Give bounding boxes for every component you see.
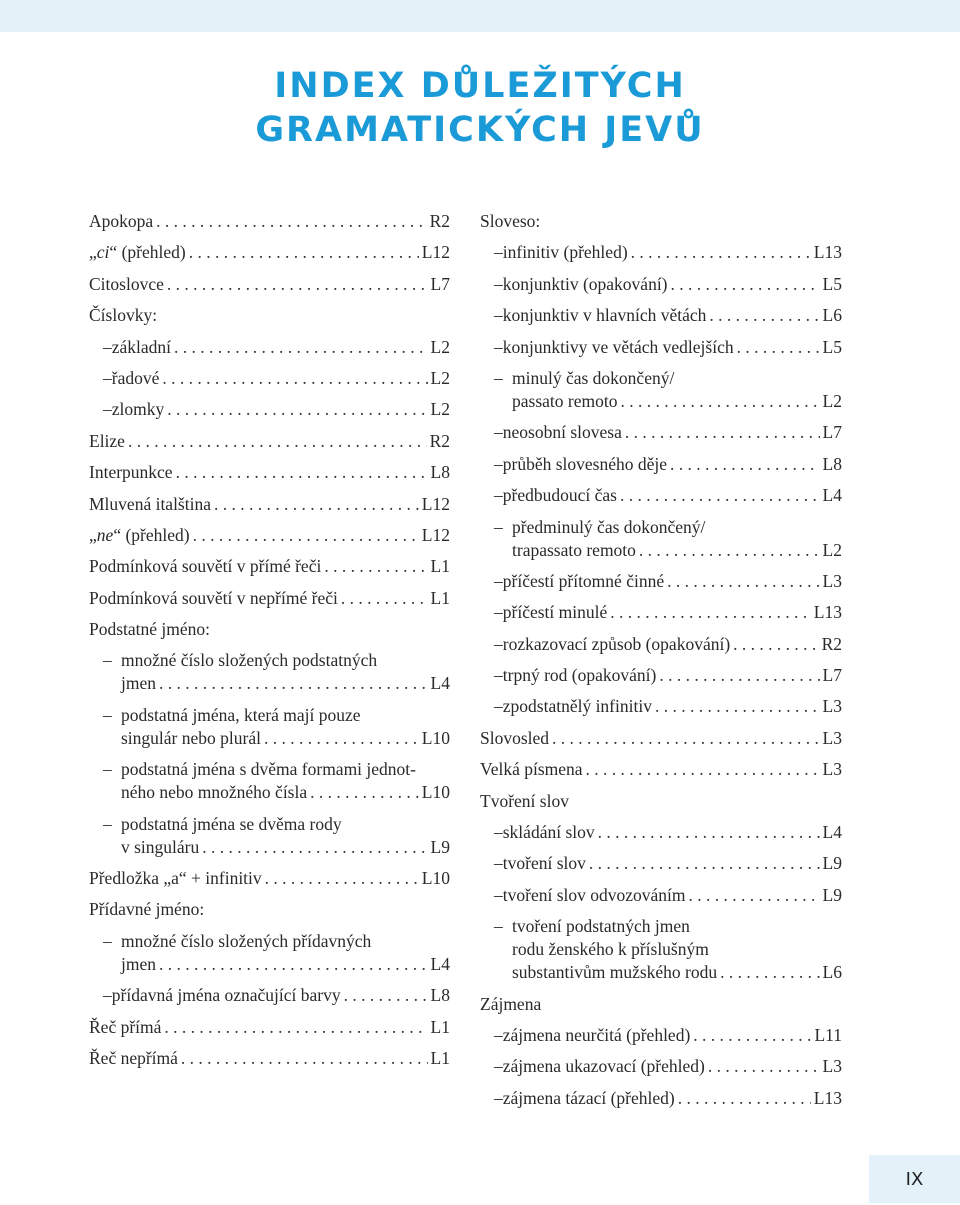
heading-label: Sloveso: [480, 211, 541, 231]
dot-leader [667, 570, 819, 592]
dash-marker: – [103, 650, 112, 671]
index-column-right [480, 209, 842, 1109]
entry-label: v singuláru [121, 836, 200, 857]
index-subentry [89, 389, 450, 420]
index-subentry [89, 920, 450, 951]
index-subentry [480, 506, 842, 537]
entry-label: rodu ženského k příslušným [512, 939, 709, 960]
lesson-ref: L2 [430, 367, 450, 388]
index-subentry [480, 475, 842, 506]
entry-label: infinitiv (přehled) [502, 242, 628, 263]
index-entry [480, 749, 842, 780]
entry-label: předbudoucí čas [502, 485, 617, 506]
dash-marker: – [103, 759, 112, 780]
entry-label: konjunktiv (opakování) [502, 273, 668, 294]
lesson-ref: L2 [430, 336, 450, 357]
dot-leader [671, 273, 820, 295]
title-line-2: GRAMATICKÝCH JEVŮ [255, 110, 705, 150]
index-subentry [480, 263, 842, 294]
index-subentry [480, 358, 842, 389]
dash-marker: – [494, 665, 503, 686]
entry-label: Citoslovce [89, 273, 164, 294]
dash-marker: – [494, 516, 503, 537]
heading-label: Podstatné jméno: [89, 619, 211, 640]
lesson-ref: L9 [430, 836, 450, 857]
index-subentry [480, 561, 842, 592]
dot-leader [589, 852, 820, 874]
dash-marker: – [494, 453, 503, 474]
entry-label: příčestí přítomné činné [502, 570, 665, 591]
lesson-ref: R2 [429, 211, 450, 231]
index-subentry [480, 326, 842, 357]
dot-leader [659, 664, 819, 686]
entry-label: minulý čas dokončený/ [512, 367, 675, 388]
entry-label: substantivům mužského rodu [512, 962, 718, 983]
index-entry [89, 1006, 450, 1037]
dash-marker: – [494, 633, 503, 654]
entry-label: Elize [89, 430, 125, 451]
dot-leader [625, 421, 820, 443]
lesson-ref: L13 [813, 1087, 842, 1108]
index-subentry [89, 640, 450, 671]
lesson-ref: L3 [822, 1056, 842, 1077]
dot-leader [620, 390, 819, 412]
dot-leader [693, 1024, 811, 1046]
title-line-1: INDEX DŮLEŽITÝCH [274, 66, 686, 106]
dash-marker: – [494, 602, 503, 623]
lesson-ref: L3 [822, 727, 842, 748]
index-entry [89, 858, 450, 889]
entry-label: „ci“ (přehled) [89, 242, 186, 263]
dot-leader [344, 984, 428, 1006]
dash-marker: – [494, 884, 503, 905]
index-subentry [89, 803, 450, 834]
index-subentry [480, 686, 842, 717]
entry-label: skládání slov [502, 822, 595, 843]
dot-leader [164, 1016, 427, 1038]
entry-label: zpodstatnělý infinitiv [502, 696, 652, 717]
dash-marker: – [494, 853, 503, 874]
lesson-ref: L6 [822, 962, 842, 983]
lesson-ref: L3 [822, 696, 842, 717]
dash-marker: – [494, 1024, 503, 1045]
index-subentry-continuation [89, 780, 450, 803]
dot-leader [176, 461, 428, 483]
index-subentry [480, 623, 842, 654]
dot-leader [670, 453, 820, 475]
lesson-ref: L8 [430, 462, 450, 483]
index-subentry [89, 749, 450, 780]
heading-label: Přídavné jméno: [89, 899, 205, 920]
index-subentry-continuation [89, 726, 450, 749]
dot-leader [709, 304, 819, 326]
entry-label: Řeč přímá [89, 1016, 162, 1037]
dot-leader [341, 587, 428, 609]
dot-leader [631, 241, 811, 263]
index-subentry [89, 326, 450, 357]
lesson-ref: L4 [822, 485, 842, 506]
dash-marker: – [494, 336, 503, 357]
entry-label: neosobní slovesa [502, 422, 622, 443]
index-subentry [480, 412, 842, 443]
lesson-ref: L7 [822, 422, 842, 443]
dash-marker: – [103, 985, 112, 1006]
dot-leader [202, 836, 427, 858]
index-subentry [480, 812, 842, 843]
dot-leader [193, 524, 419, 546]
lesson-ref: L13 [813, 242, 842, 263]
index-entry [89, 1038, 450, 1069]
top-color-band [0, 0, 960, 32]
entry-label: množné číslo složených přídavných [121, 930, 372, 951]
dash-marker: – [494, 1056, 503, 1077]
index-subentry [480, 232, 842, 263]
entry-label: podstatná jména, která mají pouze [121, 704, 361, 725]
lesson-ref: L6 [822, 305, 842, 326]
index-entry [89, 546, 450, 577]
entry-label: rozkazovací způsob (opakování) [502, 633, 731, 654]
lesson-ref: L4 [822, 822, 842, 843]
entry-label: zájmena neurčitá (přehled) [502, 1024, 691, 1045]
dot-leader [720, 961, 819, 983]
lesson-ref: L4 [430, 953, 450, 974]
index-subentry [480, 443, 842, 474]
lesson-ref: L10 [421, 727, 450, 748]
lesson-ref: L1 [430, 1047, 450, 1068]
entry-label: množné číslo složených podstatných [121, 650, 378, 671]
index-entry [89, 577, 450, 608]
dash-marker: – [494, 422, 503, 443]
dash-marker: – [494, 273, 503, 294]
dot-leader [552, 727, 820, 749]
page-number: IX [869, 1155, 960, 1203]
entry-label: Interpunkce [89, 462, 173, 483]
index-subentry [480, 295, 842, 326]
entry-label: trpný rod (opakování) [502, 665, 657, 686]
dot-leader [128, 430, 427, 452]
index-subentry [480, 906, 842, 937]
lesson-ref: L2 [430, 399, 450, 420]
index-subentry [89, 694, 450, 725]
lesson-ref: L4 [430, 673, 450, 694]
dot-leader [265, 867, 419, 889]
index-subentry [480, 1015, 842, 1046]
dash-marker: – [103, 813, 112, 834]
lesson-ref: L1 [430, 587, 450, 608]
index-column-left [89, 209, 450, 1069]
index-subentry [480, 843, 842, 874]
index-subentry-continuation [89, 835, 450, 858]
entry-label: průběh slovesného děje [502, 453, 668, 474]
index-entry [480, 717, 842, 748]
index-heading [89, 889, 450, 920]
index-entry [89, 209, 450, 232]
dash-marker: – [103, 930, 112, 951]
lesson-ref: L9 [822, 884, 842, 905]
lesson-ref: L5 [822, 273, 842, 294]
dot-leader [156, 210, 426, 232]
dot-leader [620, 484, 820, 506]
entry-label: základní [111, 336, 172, 357]
lesson-ref: L12 [421, 493, 450, 514]
lesson-ref: L3 [822, 570, 842, 591]
dot-leader [159, 672, 428, 694]
index-subentry-continuation [480, 960, 842, 983]
dot-leader [167, 398, 427, 420]
index-subentry-continuation [89, 671, 450, 694]
index-subentry [480, 655, 842, 686]
dot-leader [264, 727, 419, 749]
lesson-ref: L8 [822, 453, 842, 474]
entry-label: jmen [121, 673, 156, 694]
entry-label: konjunktivy ve větách vedlejších [502, 336, 734, 357]
entry-label: Podmínková souvětí v přímé řeči [89, 556, 322, 577]
entry-label: Velká písmena [480, 759, 583, 780]
dot-leader [310, 781, 419, 803]
index-entry [89, 232, 450, 263]
index-heading [480, 983, 842, 1014]
entry-label: konjunktiv v hlavních větách [502, 305, 707, 326]
lesson-ref: L12 [421, 524, 450, 545]
index-entry [89, 420, 450, 451]
entry-label: Mluvená italština [89, 493, 211, 514]
entry-label: Apokopa [89, 211, 154, 231]
index-subentry [480, 592, 842, 623]
index-entry [89, 483, 450, 514]
index-subentry-continuation [480, 389, 842, 412]
entry-label: tvoření podstatných jmen [512, 916, 690, 937]
lesson-ref: L5 [822, 336, 842, 357]
lesson-ref: L13 [813, 602, 842, 623]
entry-label: příčestí minulé [502, 602, 608, 623]
index-entry [89, 263, 450, 294]
dash-marker: – [494, 822, 503, 843]
entry-label: passato remoto [512, 390, 618, 411]
index-subentry-continuation [480, 937, 842, 960]
dot-leader [167, 273, 428, 295]
dot-leader [174, 336, 428, 358]
index-subentry-continuation [89, 952, 450, 975]
dot-leader [598, 821, 820, 843]
heading-label: Číslovky: [89, 305, 158, 326]
dash-marker: – [494, 696, 503, 717]
entry-label: tvoření slov [502, 853, 586, 874]
heading-label: Tvoření slov [480, 790, 569, 811]
index-subentry-continuation [480, 538, 842, 561]
index-subentry [480, 874, 842, 905]
dot-leader [214, 493, 419, 515]
entry-label: Slovosled [480, 727, 550, 748]
dash-marker: – [494, 305, 503, 326]
index-heading [480, 209, 842, 232]
dash-marker: – [494, 242, 503, 263]
entry-label: Řeč nepřímá [89, 1047, 178, 1068]
entry-label: Podmínková souvětí v nepřímé řeči [89, 587, 338, 608]
dot-leader [162, 367, 427, 389]
lesson-ref: L1 [430, 1016, 450, 1037]
entry-label: zájmena ukazovací (přehled) [502, 1056, 705, 1077]
index-subentry [89, 975, 450, 1006]
entry-label: zlomky [111, 399, 165, 420]
dash-marker: – [103, 367, 112, 388]
index-subentry [480, 1077, 842, 1108]
dash-marker: – [103, 704, 112, 725]
dot-leader [737, 336, 820, 358]
index-subentry [480, 1046, 842, 1077]
lesson-ref: R2 [821, 633, 842, 654]
index-entry [89, 515, 450, 546]
dot-leader [586, 758, 820, 780]
page-title [0, 64, 960, 152]
dash-marker: – [494, 916, 503, 937]
dot-leader [181, 1047, 428, 1069]
lesson-ref: L1 [430, 556, 450, 577]
dot-leader [159, 953, 428, 975]
entry-label: Předložka „a“ + infinitiv [89, 868, 262, 889]
entry-label: předminulý čas dokončený/ [512, 516, 706, 537]
dot-leader [655, 695, 820, 717]
lesson-ref: L3 [822, 759, 842, 780]
entry-label: přídavná jména označující barvy [111, 985, 341, 1006]
lesson-ref: L10 [421, 868, 450, 889]
dot-leader [639, 539, 820, 561]
lesson-ref: L7 [822, 665, 842, 686]
entry-label: tvoření slov odvozováním [502, 884, 686, 905]
lesson-ref: L2 [822, 390, 842, 411]
lesson-ref: L12 [421, 242, 450, 263]
index-heading [89, 609, 450, 640]
lesson-ref: L10 [421, 782, 450, 803]
entry-label: podstatná jména s dvěma formami jednot- [121, 759, 416, 780]
dash-marker: – [103, 399, 112, 420]
dot-leader [708, 1055, 820, 1077]
entry-label: singulár nebo plurál [121, 727, 261, 748]
dot-leader [733, 633, 818, 655]
lesson-ref: L8 [430, 985, 450, 1006]
lesson-ref: L9 [822, 853, 842, 874]
dash-marker: – [103, 336, 112, 357]
dash-marker: – [494, 367, 503, 388]
dot-leader [610, 601, 811, 623]
entry-label: trapassato remoto [512, 539, 636, 560]
index-heading [480, 780, 842, 811]
index-heading [89, 295, 450, 326]
entry-label: „ne“ (přehled) [89, 524, 190, 545]
dash-marker: – [494, 1087, 503, 1108]
dot-leader [689, 884, 820, 906]
entry-label: zájmena tázací (přehled) [502, 1087, 675, 1108]
lesson-ref: L11 [814, 1024, 842, 1045]
entry-label: řadové [111, 367, 160, 388]
entry-label: podstatná jména se dvěma rody [121, 813, 342, 834]
entry-label: jmen [121, 953, 156, 974]
dot-leader [189, 241, 419, 263]
dot-leader [324, 555, 427, 577]
dot-leader [678, 1087, 811, 1109]
entry-label: ného nebo množného čísla [121, 782, 308, 803]
lesson-ref: R2 [429, 430, 450, 451]
dash-marker: – [494, 570, 503, 591]
lesson-ref: L7 [430, 273, 450, 294]
heading-label: Zájmena [480, 993, 542, 1014]
dash-marker: – [494, 485, 503, 506]
index-subentry [89, 358, 450, 389]
index-entry [89, 452, 450, 483]
lesson-ref: L2 [822, 539, 842, 560]
